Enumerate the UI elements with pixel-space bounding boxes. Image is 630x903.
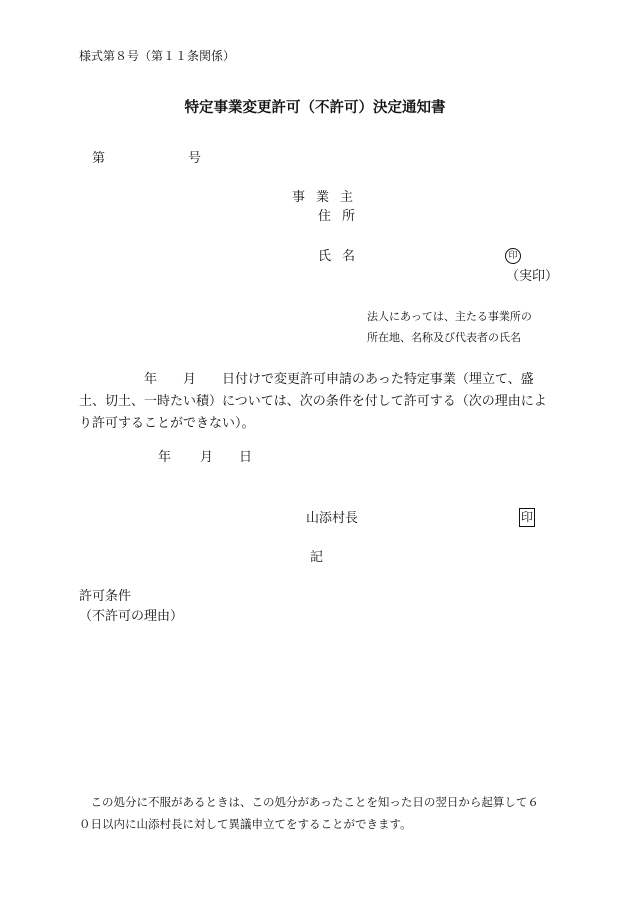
issuer-seal-box: 印 — [519, 508, 535, 527]
appeal-notice: この処分に不服があるときは、この処分があったことを知った日の翌日から起算して６０日以内に山添村長に対して異議申立てをすることができます。 — [79, 795, 539, 831]
address-label: 住所 — [318, 209, 367, 224]
doc-number-suffix: 号 — [188, 151, 202, 166]
corporate-note-line1: 法人にあっては、主たる事業所の — [367, 310, 532, 323]
issuer-name: 山添村長 — [306, 511, 359, 526]
corporate-note-line2: 所在地、名称及び代表者の氏名 — [367, 331, 521, 344]
date-day: 日 — [239, 450, 253, 465]
body-paragraph: 年 月 日付けで変更許可申請のあった特定事業（埋立て、盛土、切土、一時たい積）については、次の条件を付して許可する（次の理由により許可することができない）。 — [79, 372, 547, 431]
ki-heading: 記 — [310, 550, 324, 565]
form-number: 様式第８号（第１１条関係） — [79, 49, 236, 63]
conditions-label: 許可条件 — [79, 589, 132, 604]
reason-label: （不許可の理由） — [79, 609, 184, 624]
registered-seal-note: （実印） — [506, 269, 559, 284]
date-month: 月 — [200, 450, 214, 465]
document-title: 特定事業変更許可（不許可）決定通知書 — [184, 99, 446, 116]
name-label: 氏名 — [318, 249, 367, 264]
date-year: 年 — [158, 450, 172, 465]
seal-circle-mark: 印 — [505, 248, 521, 264]
doc-number-prefix: 第 — [92, 151, 106, 166]
business-owner-label: 事業主 — [292, 190, 365, 205]
